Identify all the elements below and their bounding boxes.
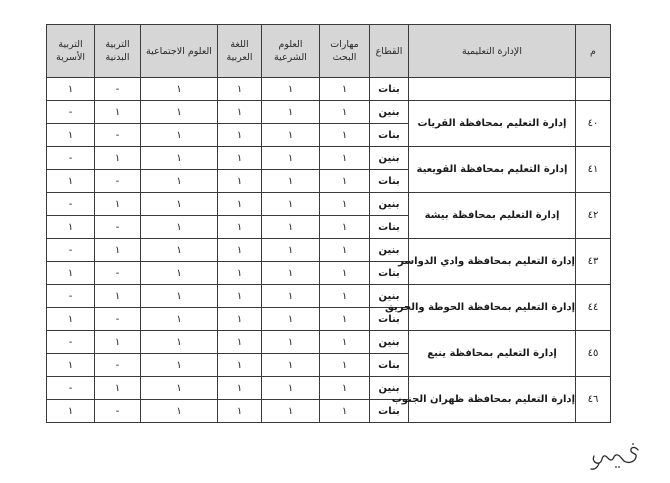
value-cell: ١	[47, 354, 95, 377]
value-cell: ١	[218, 239, 262, 262]
value-cell: -	[95, 170, 141, 193]
value-cell: ١	[141, 400, 218, 423]
value-cell: -	[95, 400, 141, 423]
value-cell: ١	[320, 331, 370, 354]
value-cell: ١	[218, 101, 262, 124]
value-cell: -	[95, 308, 141, 331]
value-cell: ١	[262, 331, 320, 354]
value-cell: ١	[141, 124, 218, 147]
table-row	[47, 239, 611, 262]
value-cell: ١	[320, 308, 370, 331]
row-number: ٤٤	[576, 285, 611, 331]
value-cell: -	[47, 285, 95, 308]
value-cell: ١	[320, 400, 370, 423]
num-cell	[576, 78, 611, 101]
header-arabic-language: اللغة العربية	[218, 25, 262, 78]
sector-cell: بنات	[370, 308, 409, 331]
value-cell: ١	[262, 124, 320, 147]
header-row	[47, 25, 611, 78]
admin-name: إدارة التعليم بمحافظة ينبع	[409, 331, 576, 377]
value-cell: ١	[262, 308, 320, 331]
sector-cell: بنين	[370, 239, 409, 262]
value-cell: ١	[320, 354, 370, 377]
admin-name: إدارة التعليم بمحافظة الحوطة والحريق	[409, 285, 576, 331]
value-cell: ١	[141, 216, 218, 239]
value-cell: ١	[262, 377, 320, 400]
value-cell: ١	[218, 308, 262, 331]
sector-cell: بنات	[370, 400, 409, 423]
value-cell: ١	[262, 216, 320, 239]
sector-cell: بنين	[370, 147, 409, 170]
value-cell: -	[95, 354, 141, 377]
header-social-sciences: العلوم الاجتماعية	[141, 25, 218, 78]
sector-cell: بنات	[370, 124, 409, 147]
row-number: ٤٣	[576, 239, 611, 285]
value-cell: ١	[141, 262, 218, 285]
sector-cell: بنين	[370, 285, 409, 308]
value-cell: ١	[218, 124, 262, 147]
value-cell: ١	[218, 147, 262, 170]
value-cell: ١	[47, 124, 95, 147]
value-cell: ١	[141, 285, 218, 308]
value-cell: ١	[141, 147, 218, 170]
sector-cell: بنات	[370, 78, 409, 101]
sector-cell: بنين	[370, 193, 409, 216]
header-family-education: التربية الأسرية	[47, 25, 95, 78]
value-cell: ١	[141, 377, 218, 400]
value-cell: ١	[47, 78, 95, 101]
header-physical-education: التربية البدنية	[95, 25, 141, 78]
sector-cell: بنات	[370, 170, 409, 193]
value-cell: -	[47, 193, 95, 216]
value-cell: ١	[218, 262, 262, 285]
value-cell: ١	[218, 354, 262, 377]
sector-cell: بنات	[370, 262, 409, 285]
value-cell: ١	[47, 400, 95, 423]
value-cell: ١	[262, 170, 320, 193]
header-research-skills: مهارات البحث	[320, 25, 370, 78]
value-cell: -	[95, 78, 141, 101]
table-row	[47, 193, 611, 216]
value-cell: -	[95, 262, 141, 285]
value-cell: ١	[141, 331, 218, 354]
value-cell: ١	[262, 262, 320, 285]
value-cell: -	[47, 331, 95, 354]
value-cell: ١	[320, 78, 370, 101]
value-cell: -	[47, 101, 95, 124]
value-cell: -	[95, 216, 141, 239]
value-cell: -	[47, 377, 95, 400]
sector-cell: بنين	[370, 331, 409, 354]
value-cell: -	[47, 147, 95, 170]
value-cell: ١	[141, 239, 218, 262]
value-cell: ١	[218, 331, 262, 354]
value-cell: ١	[95, 193, 141, 216]
value-cell: ١	[262, 193, 320, 216]
sector-cell: بنات	[370, 216, 409, 239]
value-cell: ١	[47, 170, 95, 193]
row-number: ٤١	[576, 147, 611, 193]
row-number: ٤٢	[576, 193, 611, 239]
value-cell: ١	[218, 285, 262, 308]
sector-cell: بنين	[370, 101, 409, 124]
value-cell: ١	[262, 78, 320, 101]
value-cell: ١	[320, 377, 370, 400]
value-cell: ١	[320, 262, 370, 285]
admin-name: إدارة التعليم بمحافظة بيشة	[409, 193, 576, 239]
sector-cell: بنات	[370, 354, 409, 377]
value-cell: ١	[218, 170, 262, 193]
value-cell: ١	[95, 239, 141, 262]
admin-name: إدارة التعليم بمحافظة ظهران الجنوب	[409, 377, 576, 423]
value-cell: ١	[218, 400, 262, 423]
value-cell: ١	[262, 285, 320, 308]
value-cell: ١	[320, 216, 370, 239]
admin-name: إدارة التعليم بمحافظة وادي الدواسر	[409, 239, 576, 285]
value-cell: ١	[262, 147, 320, 170]
value-cell: ١	[141, 354, 218, 377]
value-cell: ١	[262, 239, 320, 262]
table-row	[47, 331, 611, 354]
value-cell: ١	[218, 193, 262, 216]
row-number: ٤٠	[576, 101, 611, 147]
value-cell: ١	[95, 147, 141, 170]
value-cell: ١	[218, 377, 262, 400]
value-cell: ١	[320, 285, 370, 308]
value-cell: ١	[320, 193, 370, 216]
value-cell: ١	[218, 216, 262, 239]
header-admin: الإدارة التعليمية	[409, 25, 576, 78]
value-cell: ١	[320, 101, 370, 124]
value-cell: ١	[47, 308, 95, 331]
value-cell: ١	[47, 262, 95, 285]
value-cell: ١	[320, 124, 370, 147]
value-cell: ١	[95, 285, 141, 308]
value-cell: ١	[47, 216, 95, 239]
value-cell: ١	[141, 101, 218, 124]
value-cell: ١	[262, 101, 320, 124]
value-cell: -	[95, 124, 141, 147]
table-row	[47, 285, 611, 308]
value-cell: ١	[320, 147, 370, 170]
value-cell: ١	[95, 377, 141, 400]
table-row	[47, 78, 611, 101]
admin-name: إدارة التعليم بمحافظة القريات	[409, 101, 576, 147]
header-num: م	[576, 25, 611, 78]
value-cell: ١	[320, 239, 370, 262]
value-cell: -	[47, 239, 95, 262]
row-number: ٤٦	[576, 377, 611, 423]
distribution-table	[46, 24, 611, 423]
value-cell: ١	[141, 308, 218, 331]
value-cell: ١	[141, 170, 218, 193]
header-sector: القطاع	[370, 25, 409, 78]
value-cell: ١	[141, 78, 218, 101]
row-number: ٤٥	[576, 331, 611, 377]
value-cell: ١	[95, 331, 141, 354]
value-cell: ١	[95, 101, 141, 124]
admin-cell	[409, 78, 576, 101]
table-body	[47, 78, 611, 423]
value-cell: ١	[320, 170, 370, 193]
admin-name: إدارة التعليم بمحافظة القويعية	[409, 147, 576, 193]
header-sharia-sciences: العلوم الشرعية	[262, 25, 320, 78]
handwritten-signature	[586, 440, 646, 474]
value-cell: ١	[218, 78, 262, 101]
value-cell: ١	[262, 400, 320, 423]
table-row	[47, 101, 611, 124]
sector-cell: بنين	[370, 377, 409, 400]
value-cell: ١	[262, 354, 320, 377]
table-row	[47, 147, 611, 170]
table-row	[47, 377, 611, 400]
value-cell: ١	[141, 193, 218, 216]
